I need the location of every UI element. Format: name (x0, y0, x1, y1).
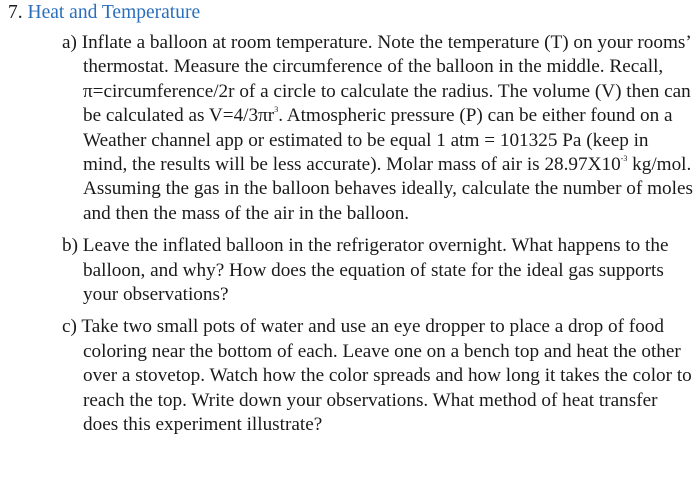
section-number: 7. (8, 2, 23, 23)
item-marker: c) (62, 316, 77, 338)
question-item-a (62, 31, 694, 226)
section-title: Heat and Temperature (27, 2, 201, 23)
volume-exponent: 3 (274, 105, 279, 115)
item-text: Leave the inflated balloon in the refrigerator overnight. What happens to the balloon, and why? How does the equation of state for the ideal gas supports your observations? (82, 235, 669, 306)
item-marker: a) (62, 32, 77, 53)
question-item-b (62, 234, 694, 307)
question-item-c (62, 315, 694, 437)
item-text: kg/mol. Assuming the gas in the balloon behaves ideally, calculate the number of moles and then the mass of the air in the balloon. (83, 154, 693, 224)
section-heading (8, 1, 200, 25)
question-list (62, 31, 694, 438)
item-marker: b) (62, 235, 78, 257)
item-text: . Atmospheric pressure (P) can be either found on a Weather channel app or estimated to be equal 1 atm = 101325 Pa (keep in mind, the results will be less accurate). Molar mass of air is 28.97X10 (83, 105, 673, 176)
molar-mass-exponent: -3 (620, 154, 628, 164)
item-text: Take two small pots of water and use an eye dropper to place a drop of food coloring near the bottom of each. Leave one on a bench top and heat the other over a stovetop. Watch how the color spreads and how long it takes the color to reach the top. Write down your observations. What method of heat transfer does this experiment illustrate? (81, 316, 692, 436)
item-text: Inflate a balloon at room temperature. Note the temperature (T) on your rooms’ thermostat. Measure the circumference of the balloon in the middle. Recall, π=circumference/2r of a circle to calculate the radius. The volume (V) then can be calculated as V=4/3πr (81, 32, 691, 127)
